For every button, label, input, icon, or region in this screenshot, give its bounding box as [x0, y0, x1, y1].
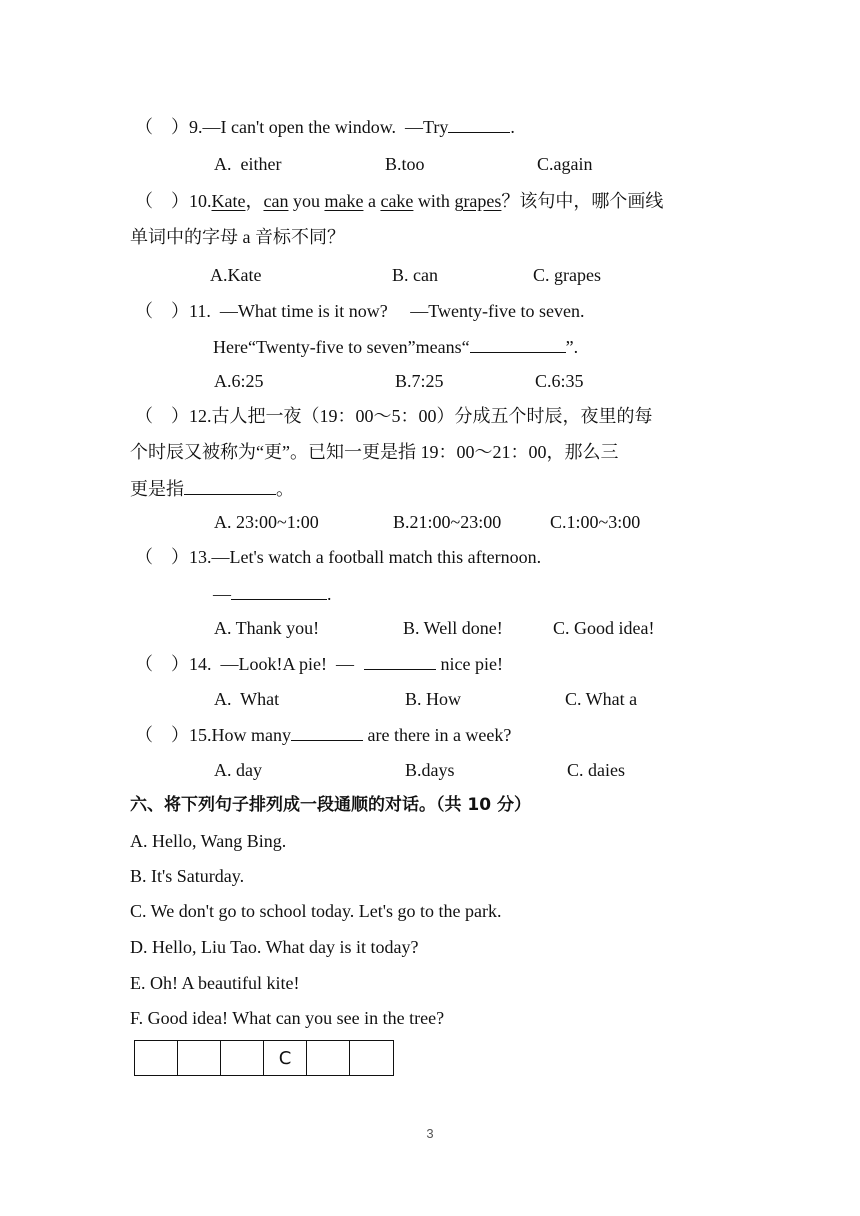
question-13: （ ）13.—Let's watch a football match this afternoon. — [135, 547, 542, 567]
q12-line-3-suffix: 。 — [276, 479, 294, 499]
sentence-e: E. Oh! A beautiful kite! — [130, 973, 300, 993]
q12-option-a: A. 23:00~1:00 — [214, 512, 319, 532]
answer-cell[interactable] — [135, 1041, 178, 1075]
q9-option-a: A. either — [214, 154, 282, 174]
q12-blank[interactable] — [184, 476, 276, 495]
q10-line-2: 单词中的字母 a 音标不同？ — [130, 227, 345, 247]
q15-text: （ ）15.How many — [135, 725, 291, 745]
q10-text-1: ， — [245, 191, 264, 211]
q11-line-2-text: Here“Twenty-five to seven”means“ — [213, 337, 470, 357]
q9-blank[interactable] — [448, 114, 510, 133]
answer-grid — [134, 1040, 394, 1076]
q10-word-kate: Kate — [211, 191, 246, 211]
q14-text: （ ）14. —Look!A pie! — — [135, 654, 354, 674]
q13-dash: — — [213, 584, 231, 604]
q9-option-c: C.again — [537, 154, 593, 174]
q10-word-cake: cake — [380, 191, 414, 211]
q15-option-c: C. daies — [567, 760, 625, 780]
q13-blank[interactable] — [231, 581, 327, 600]
answer-cell[interactable] — [178, 1041, 221, 1075]
question-14 — [135, 651, 503, 676]
sentence-b: B. It's Saturday. — [130, 866, 245, 886]
q13-option-b: B. Well done! — [403, 618, 503, 638]
question-15 — [135, 722, 511, 747]
answer-cell[interactable] — [307, 1041, 350, 1075]
q15-option-b: B.days — [405, 760, 455, 780]
q14-blank[interactable] — [364, 651, 436, 670]
q11-option-a: A.6:25 — [214, 371, 264, 391]
q9-text: （ ）9.—I can't open the window. —Try — [135, 117, 449, 137]
q12-line-2: 个时辰又被称为“更”。已知一更是指 19：00～21：00，那么三 — [130, 442, 619, 462]
q15-blank[interactable] — [291, 722, 363, 741]
sentence-c: C. We don't go to school today. Let's go to the park. — [130, 901, 502, 921]
question-12: （ ）12.古人把一夜（19：00～5：00）分成五个时辰，夜里的每 — [135, 406, 653, 426]
q10-option-c: C. grapes — [533, 265, 601, 285]
sentence-f: F. Good idea! What can you see in the tree? — [130, 1008, 445, 1028]
answer-cell[interactable] — [221, 1041, 264, 1075]
sentence-a: A. Hello, Wang Bing. — [130, 831, 287, 851]
answer-cell[interactable] — [350, 1041, 393, 1075]
q11-blank[interactable] — [470, 334, 566, 353]
q10-text-5: ？该句中，哪个画线 — [501, 191, 664, 211]
q10-text-2: you — [288, 191, 325, 211]
q10-option-a: A.Kate — [210, 265, 262, 285]
q13-line-2 — [213, 581, 332, 606]
q11-option-b: B.7:25 — [395, 371, 444, 391]
q10-option-b: B. can — [392, 265, 438, 285]
sentence-d: D. Hello, Liu Tao. What day is it today? — [130, 937, 419, 957]
q12-option-b: B.21:00~23:00 — [393, 512, 502, 532]
q9-suffix: . — [510, 117, 515, 137]
q9-option-b: B.too — [385, 154, 425, 174]
page-number: 3 — [426, 1126, 434, 1141]
answer-cell[interactable]: C — [264, 1041, 307, 1075]
q13-option-c: C. Good idea! — [553, 618, 655, 638]
q11-option-c: C.6:35 — [535, 371, 584, 391]
question-9 — [135, 114, 515, 139]
question-11: （ ）11. —What time is it now? —Twenty-five to seven. — [135, 301, 585, 321]
q15-option-a: A. day — [214, 760, 262, 780]
q14-suffix: nice pie! — [435, 654, 503, 674]
section-6-title: 六、将下列句子排列成一段通顺的对话。（共 10 分） — [130, 795, 531, 815]
q14-option-a: A. What — [214, 689, 280, 709]
question-10 — [135, 189, 663, 213]
q10-text-4: with — [413, 191, 455, 211]
q10-word-grapes: grapes — [454, 191, 502, 211]
q13-option-a: A. Thank you! — [214, 618, 320, 638]
q10-number: （ ）10. — [135, 191, 212, 211]
q10-word-can: can — [263, 191, 289, 211]
q15-suffix: are there in a week? — [363, 725, 512, 745]
q12-option-c: C.1:00~3:00 — [550, 512, 641, 532]
q10-word-make: make — [324, 191, 364, 211]
q10-text-3: a — [363, 191, 381, 211]
q12-line-3-text: 更是指 — [130, 479, 184, 499]
q13-line-2-suffix: . — [327, 584, 332, 604]
q14-option-b: B. How — [405, 689, 462, 709]
q12-line-3 — [130, 476, 294, 501]
q11-line-2 — [213, 334, 578, 359]
q11-line-2-suffix: ”. — [565, 337, 579, 357]
q14-option-c: C. What a — [565, 689, 638, 709]
